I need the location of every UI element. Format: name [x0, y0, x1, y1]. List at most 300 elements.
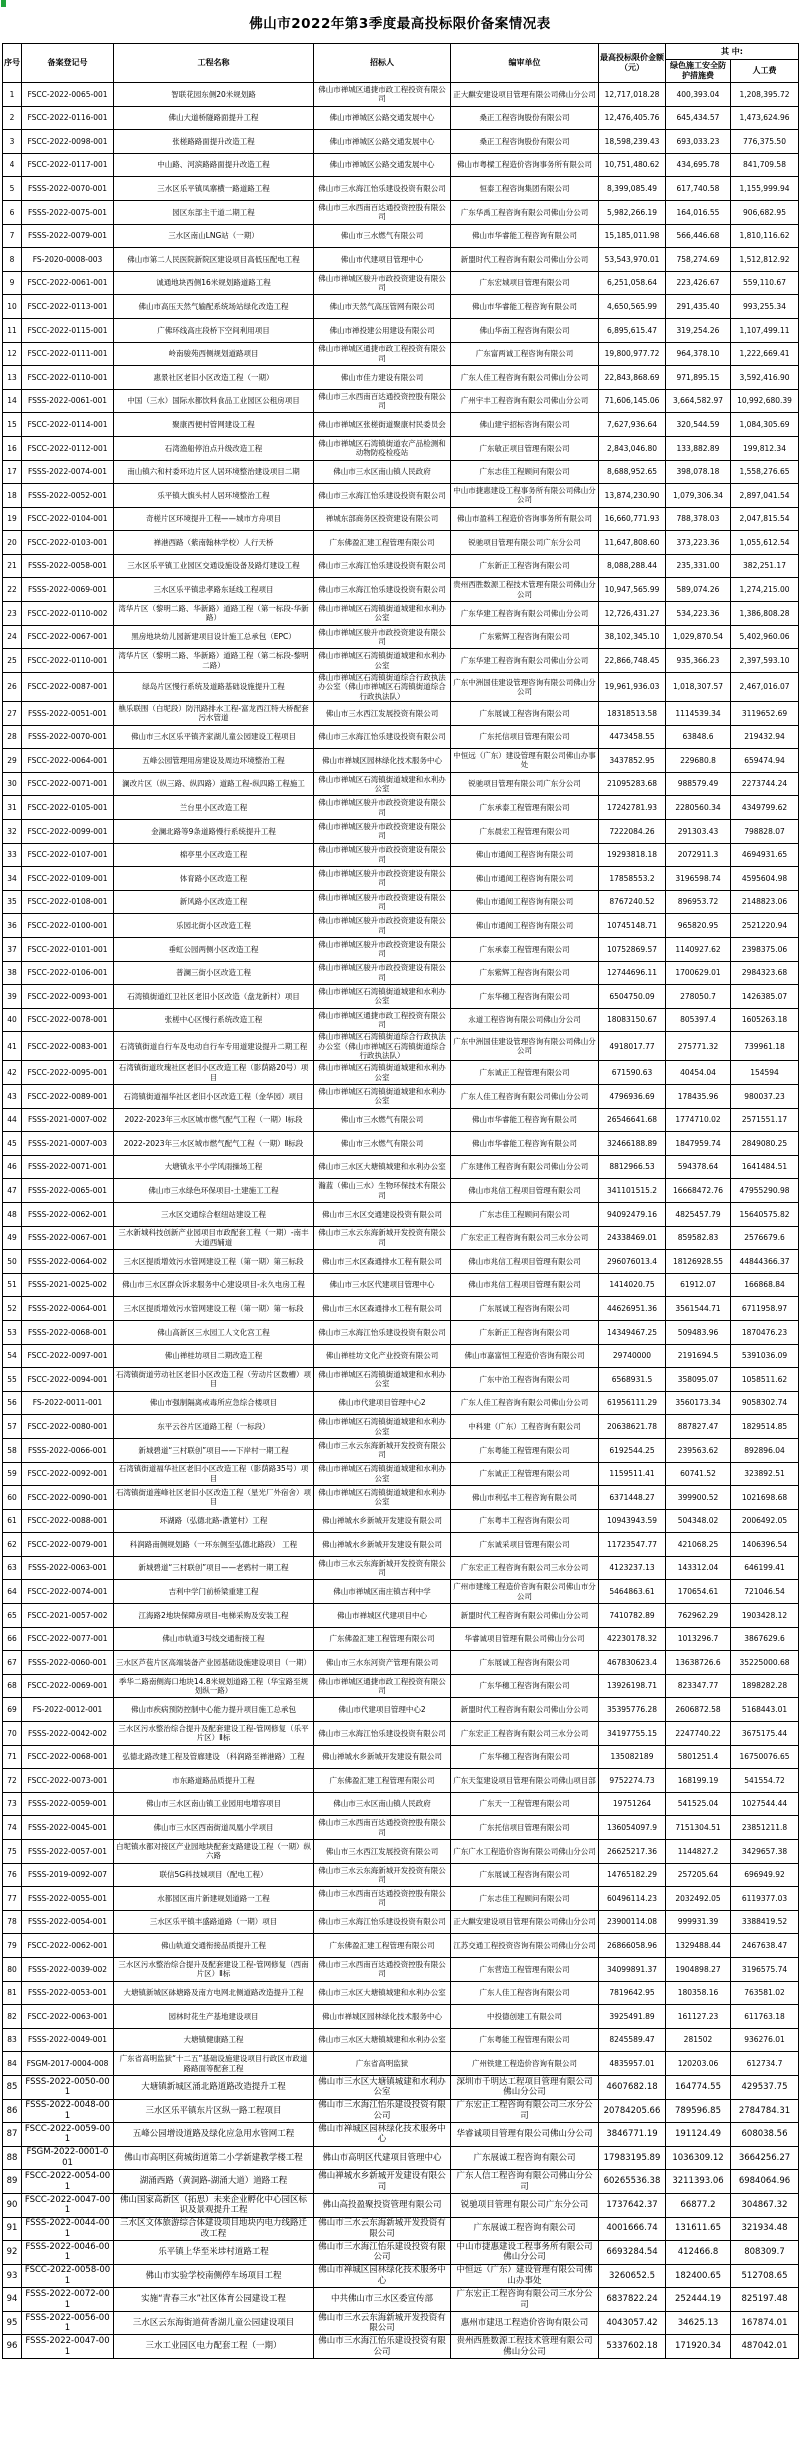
reviewer-cell: 广东诚正工程管理有限公司	[451, 1061, 599, 1085]
tenderer-cell: 佛山市禅城区骏升市政投资建设有限公司	[314, 271, 451, 295]
reviewer-cell: 广东紫辉工程咨询有限公司	[451, 625, 599, 649]
labor-fee-cell: 2521220.94	[731, 914, 799, 938]
max-price-cell: 17983195.89	[599, 2146, 666, 2170]
labor-fee-cell: 1,107,499.11	[731, 318, 799, 342]
reviewer-cell: 永道工程咨询有限公司佛山分公司	[451, 1008, 599, 1032]
table-row	[3, 772, 799, 796]
labor-fee-cell: 15640575.82	[731, 1202, 799, 1226]
max-price-cell: 11,647,808.60	[599, 531, 666, 555]
reg-no-cell: FSSS-2022-0059-001	[22, 1792, 114, 1816]
project-name-cell: 中国（三水）国际水都饮料食品工业园区公租房项目	[114, 389, 314, 413]
labor-fee-cell: 304867.32	[731, 2193, 799, 2217]
project-name-cell: 三水区芦苞片区高端装备产业园基础设施建设项目（一期）	[114, 1651, 314, 1675]
project-name-cell: 新风路小区改造工程	[114, 890, 314, 914]
reviewer-cell: 广东人佳工程咨询有限公司佛山分公司	[451, 1391, 599, 1415]
project-name-cell: 佛山市三水区群众诉求服务中心建设项目-永久电房工程	[114, 1273, 314, 1297]
table-row	[3, 1368, 799, 1392]
reviewer-cell: 锐驰项目管理有限公司广东分公司	[451, 2193, 599, 2217]
labor-fee-cell: 6984064.96	[731, 2170, 799, 2194]
green-fee-cell: 788,378.03	[666, 507, 731, 531]
green-fee-cell: 223,426.67	[666, 271, 731, 295]
project-name-cell: 三水区交通综合枢纽站建设工程	[114, 1202, 314, 1226]
labor-fee-cell: 1,810,116.62	[731, 224, 799, 248]
green-fee-cell: 66877.2	[666, 2193, 731, 2217]
max-price-cell: 6192544.25	[599, 1438, 666, 1462]
green-fee-cell: 34625.13	[666, 2311, 731, 2335]
tenderer-cell: 佛山市禅城区骏升市政投资建设有限公司	[314, 890, 451, 914]
labor-fee-cell: 2784784.31	[731, 2099, 799, 2123]
tenderer-cell: 佛山市三水西江发展投资有限公司	[314, 1840, 451, 1864]
project-name-cell: 大塘镇永平小学风雨操场工程	[114, 1155, 314, 1179]
tenderer-cell: 禅城东部商务区投资建设有限公司	[314, 507, 451, 531]
labor-fee-cell: 608038.56	[731, 2123, 799, 2147]
table-row	[3, 1250, 799, 1274]
reviewer-cell: 中恒远（广东）建设管理有限公司佛山办事处	[451, 2264, 599, 2288]
table-row	[3, 1008, 799, 1032]
reviewer-cell: 桑正工程咨询股份有限公司	[451, 130, 599, 154]
green-fee-cell: 758,274.69	[666, 248, 731, 272]
max-price-cell: 6371448.27	[599, 1486, 666, 1510]
table-row	[3, 130, 799, 154]
seq-cell: 79	[3, 1934, 22, 1958]
table-row	[3, 1032, 799, 1061]
tenderer-cell: 佛山市禅城区骏升市政投资建设有限公司	[314, 625, 451, 649]
max-price-cell: 10943943.59	[599, 1509, 666, 1533]
tenderer-cell: 佛山市禅城区通捷市政工程投资有限公司	[314, 342, 451, 366]
reg-no-cell: FSCC-2022-0110-002	[22, 602, 114, 626]
max-price-cell: 12,476,405.76	[599, 106, 666, 130]
green-fee-cell: 120203.06	[666, 2052, 731, 2076]
seq-cell: 38	[3, 961, 22, 985]
seq-cell: 61	[3, 1509, 22, 1533]
seq-cell: 76	[3, 1863, 22, 1887]
max-price-cell: 94092479.16	[599, 1202, 666, 1226]
seq-cell: 82	[3, 2005, 22, 2029]
green-fee-cell: 143312.04	[666, 1556, 731, 1580]
reviewer-cell: 广州铁建工程造价咨询有限公司	[451, 2052, 599, 2076]
seq-cell: 63	[3, 1556, 22, 1580]
seq-cell: 71	[3, 1745, 22, 1769]
table-row	[3, 2241, 799, 2265]
project-name-cell: 乐平镇上华至米埗村道路工程	[114, 2241, 314, 2265]
max-price-cell: 14765182.29	[599, 1863, 666, 1887]
green-fee-cell: 291,435.40	[666, 295, 731, 319]
labor-fee-cell: 6119377.03	[731, 1887, 799, 1911]
green-fee-cell: 3560173.34	[666, 1391, 731, 1415]
project-name-cell: 五峰公园增设道路及绿化应急用水管网工程	[114, 2123, 314, 2147]
table-row	[3, 1651, 799, 1675]
seq-cell: 70	[3, 1722, 22, 1746]
reviewer-cell: 广东华穗工程咨询有限公司	[451, 1745, 599, 1769]
seq-cell: 39	[3, 985, 22, 1009]
labor-fee-cell: 3664256.27	[731, 2146, 799, 2170]
green-fee-cell: 999931.39	[666, 1910, 731, 1934]
reg-no-cell: FSCC-2022-0109-001	[22, 867, 114, 891]
reg-no-cell: FSSS-2022-0045-001	[22, 1816, 114, 1840]
reg-no-cell: FSSS-2022-0072-001	[22, 2288, 114, 2312]
reviewer-cell: 深圳市千明达工程项目管理有限公司佛山分公司	[451, 2075, 599, 2099]
table-row	[3, 1415, 799, 1439]
project-name-cell: 诚通地块西侧16米规划路道路工程	[114, 271, 314, 295]
seq-cell: 93	[3, 2264, 22, 2288]
tenderer-cell: 佛山市三水海江怡乐建设投资有限公司	[314, 2335, 451, 2359]
seq-cell: 51	[3, 1273, 22, 1297]
labor-fee-cell: 3867629.6	[731, 1627, 799, 1651]
tenderer-cell: 佛山市三水燃气有限公司	[314, 224, 451, 248]
table-row	[3, 436, 799, 460]
max-price-cell: 26625217.36	[599, 1840, 666, 1864]
labor-fee-cell: 323892.51	[731, 1462, 799, 1486]
labor-fee-cell: 2,467,016.07	[731, 672, 799, 701]
seq-cell: 65	[3, 1604, 22, 1628]
reg-no-cell: FSCC-2022-0111-001	[22, 342, 114, 366]
max-price-cell: 22,843,868.69	[599, 366, 666, 390]
reg-no-cell: FSSS-2022-0044-001	[22, 2217, 114, 2241]
project-name-cell: 佛山市高压天然气输配系统场站绿化改造工程	[114, 295, 314, 319]
max-price-cell: 42230178.32	[599, 1627, 666, 1651]
max-price-cell: 7410782.89	[599, 1604, 666, 1628]
tenderer-cell: 瀚蓝（佛山三水）生物环保技术有限公司	[314, 1179, 451, 1203]
tenderer-cell: 佛山市禅城区骏升市政投资建设有限公司	[314, 843, 451, 867]
reg-no-cell: FSSS-2022-0046-001	[22, 2241, 114, 2265]
seq-cell: 52	[3, 1297, 22, 1321]
reviewer-cell: 佛山市华睿能工程咨询有限公司	[451, 1132, 599, 1156]
table-row	[3, 1604, 799, 1628]
max-price-cell: 13,874,230.90	[599, 484, 666, 508]
table-row	[3, 1981, 799, 2005]
project-name-cell: 佛山市三水区西南街道凤凰小学项目	[114, 1816, 314, 1840]
max-price-cell: 9752274.73	[599, 1769, 666, 1793]
green-fee-cell: 320,544.59	[666, 413, 731, 437]
table-row	[3, 153, 799, 177]
seq-cell: 31	[3, 796, 22, 820]
reviewer-cell: 广东展诚工程咨询有限公司	[451, 1651, 599, 1675]
max-price-cell: 4607682.18	[599, 2075, 666, 2099]
labor-fee-cell: 321934.48	[731, 2217, 799, 2241]
reviewer-cell: 广东托信项目管理有限公司	[451, 725, 599, 749]
project-name-cell: 三水区乐平镇丰盛路道路（一期）项目	[114, 1910, 314, 1934]
tenderer-cell: 佛山市三水燃气有限公司	[314, 1132, 451, 1156]
green-fee-cell: 2032492.05	[666, 1887, 731, 1911]
tenderer-cell: 佛山市三水西南百达通投资控股有限公司	[314, 1957, 451, 1981]
labor-fee-cell: 1,222,669.41	[731, 342, 799, 366]
seq-cell: 84	[3, 2052, 22, 2076]
table-row	[3, 1957, 799, 1981]
table-row	[3, 83, 799, 107]
header-seq: 序号	[3, 44, 22, 83]
labor-fee-cell: 2273744.24	[731, 772, 799, 796]
seq-cell: 28	[3, 725, 22, 749]
reviewer-cell: 佛山建宇招标咨询有限公司	[451, 413, 599, 437]
table-row	[3, 2099, 799, 2123]
project-name-cell: 实施“青春三水”社区体育公园建设工程	[114, 2288, 314, 2312]
seq-cell: 60	[3, 1486, 22, 1510]
project-name-cell: 石湾镇街道劳动社区老旧小区改造工程（劳动片区数槽）项目	[114, 1368, 314, 1392]
table-row	[3, 318, 799, 342]
reviewer-cell: 广东宏正工程咨询有限公司三水分公司	[451, 2288, 599, 2312]
labor-fee-cell: 47955290.98	[731, 1179, 799, 1203]
reviewer-cell: 广东宏正工程咨询有限公司三水分公司	[451, 2099, 599, 2123]
reviewer-cell: 新盟时代工程咨询有限公司佛山分公司	[451, 248, 599, 272]
reviewer-cell: 恒泰工程咨询集团有限公司	[451, 177, 599, 201]
max-price-cell: 19,961,936.03	[599, 672, 666, 701]
reg-no-cell: FSSS-2022-0065-001	[22, 1179, 114, 1203]
reviewer-cell: 佛山市华睿能工程咨询有限公司	[451, 224, 599, 248]
reviewer-cell: 广东粤能工程管理有限公司	[451, 2028, 599, 2052]
reviewer-cell: 中恒远（广东）建设管理有限公司佛山办事处	[451, 749, 599, 773]
seq-cell: 47	[3, 1179, 22, 1203]
header-tenderer: 招标人	[314, 44, 451, 83]
project-name-cell: 广东省高明监狱“十二五”基础设施建设项目行政区市政道路路面等配套工程	[114, 2052, 314, 2076]
green-fee-cell: 235,331.00	[666, 554, 731, 578]
filing-table-header	[3, 44, 799, 83]
labor-fee-cell: 6711958.97	[731, 1297, 799, 1321]
table-row	[3, 796, 799, 820]
table-row	[3, 1061, 799, 1085]
table-row	[3, 1580, 799, 1604]
green-fee-cell: 1114539.34	[666, 701, 731, 725]
seq-cell: 13	[3, 366, 22, 390]
table-row	[3, 1533, 799, 1557]
reg-no-cell: FSSS-2022-0057-001	[22, 1840, 114, 1864]
labor-fee-cell: 2576679.6	[731, 1226, 799, 1250]
table-row	[3, 1273, 799, 1297]
table-row	[3, 1486, 799, 1510]
tenderer-cell: 佛山市禅城区骏升市政投资建设有限公司	[314, 914, 451, 938]
max-price-cell: 6568931.5	[599, 1368, 666, 1392]
reg-no-cell: FSSS-2022-0071-001	[22, 1155, 114, 1179]
max-price-cell: 10745148.71	[599, 914, 666, 938]
seq-cell: 45	[3, 1132, 22, 1156]
max-price-cell: 136054097.9	[599, 1816, 666, 1840]
project-name-cell: 三水区乐平镇忠孝路东延线工程项目	[114, 578, 314, 602]
seq-cell: 18	[3, 484, 22, 508]
tenderer-cell: 佛山市三水区大塘镇城建和水利办公室	[314, 2075, 451, 2099]
tenderer-cell: 佛山市禅城区园林绿化技术服务中心	[314, 2123, 451, 2147]
table-row	[3, 961, 799, 985]
labor-fee-cell: 382,251.17	[731, 554, 799, 578]
labor-fee-cell: 1641484.51	[731, 1155, 799, 1179]
green-fee-cell: 40454.04	[666, 1061, 731, 1085]
green-fee-cell: 3561544.71	[666, 1297, 731, 1321]
green-fee-cell: 171920.34	[666, 2335, 731, 2359]
project-name-cell: 中山路、河滨路路面提升改造工程	[114, 153, 314, 177]
labor-fee-cell: 1021698.68	[731, 1486, 799, 1510]
max-price-cell: 1737642.37	[599, 2193, 666, 2217]
max-price-cell: 12,717,018.28	[599, 83, 666, 107]
labor-fee-cell: 199,812.34	[731, 436, 799, 460]
seq-cell: 83	[3, 2028, 22, 2052]
max-price-cell: 4835957.01	[599, 2052, 666, 2076]
reg-no-cell: FSSS-2022-0079-001	[22, 224, 114, 248]
project-name-cell: 佛山国家高新区（拓思）未来企业孵化中心园区标识及景观提升工程	[114, 2193, 314, 2217]
max-price-cell: 26866058.96	[599, 1934, 666, 1958]
max-price-cell: 1159511.41	[599, 1462, 666, 1486]
seq-cell: 24	[3, 625, 22, 649]
table-row	[3, 1320, 799, 1344]
tenderer-cell: 佛山市三水云东海新城开发投资有限公司	[314, 1226, 451, 1250]
table-row	[3, 106, 799, 130]
tenderer-cell: 佛山市代建项目管理中心2	[314, 1391, 451, 1415]
tenderer-cell: 佛山市三水海江怡乐建设投资有限公司	[314, 2241, 451, 2265]
tenderer-cell: 佛山市禅城区骏升市政投资建设有限公司	[314, 867, 451, 891]
seq-cell: 20	[3, 531, 22, 555]
reg-no-cell: FSSS-2022-0062-001	[22, 1202, 114, 1226]
max-price-cell: 5464863.61	[599, 1580, 666, 1604]
max-price-cell: 3846771.19	[599, 2123, 666, 2147]
labor-fee-cell: 612734.7	[731, 2052, 799, 2076]
project-name-cell: 佛山大道桥隧路面提升工程	[114, 106, 314, 130]
max-price-cell: 4796936.69	[599, 1085, 666, 1109]
tenderer-cell: 佛山市三水云东海新城开发投资有限公司	[314, 1438, 451, 1462]
green-fee-cell: 896953.72	[666, 890, 731, 914]
project-name-cell: 垂虹公园两侧小区改造工程	[114, 937, 314, 961]
project-name-cell: 佛山禅桂坊项目二期改造工程	[114, 1344, 314, 1368]
reg-no-cell: FSSS-2022-0050-001	[22, 2075, 114, 2099]
tenderer-cell: 佛山市三水区大塘镇城建和水利办公室	[314, 1981, 451, 2005]
reviewer-cell: 广东诚采项目管理有限公司	[451, 1533, 599, 1557]
header-among: 其 中:	[666, 44, 799, 60]
green-fee-cell: 16668472.76	[666, 1179, 731, 1203]
project-name-cell: 普澜三街小区改造工程	[114, 961, 314, 985]
labor-fee-cell: 35225000.68	[731, 1651, 799, 1675]
reviewer-cell: 广东天一工程管理有限公司	[451, 1792, 599, 1816]
max-price-cell: 8812966.53	[599, 1155, 666, 1179]
reg-no-cell: FSSS-2022-0047-001	[22, 2335, 114, 2359]
tenderer-cell: 佛山市佳力建设有限公司	[314, 366, 451, 390]
tenderer-cell: 佛山市禅城区石湾镇街道城建和水利办公室	[314, 1486, 451, 1510]
green-fee-cell: 252444.19	[666, 2288, 731, 2312]
seq-cell: 75	[3, 1840, 22, 1864]
seq-cell: 50	[3, 1250, 22, 1274]
green-fee-cell: 566,446.68	[666, 224, 731, 248]
labor-fee-cell: 487042.01	[731, 2335, 799, 2359]
labor-fee-cell: 1870476.23	[731, 1320, 799, 1344]
reg-no-cell: FSSS-2022-0052-001	[22, 484, 114, 508]
reg-no-cell: FSCC-2022-0092-001	[22, 1462, 114, 1486]
labor-fee-cell: 1,558,276.65	[731, 460, 799, 484]
green-fee-cell: 412466.8	[666, 2241, 731, 2265]
reviewer-cell: 正大麒安建设项目管理有限公司佛山分公司	[451, 1910, 599, 1934]
filing-table-body	[3, 83, 799, 2359]
max-price-cell: 17858553.2	[599, 867, 666, 891]
table-row	[3, 1509, 799, 1533]
reg-no-cell: FSCC-2022-0047-001	[22, 2193, 114, 2217]
seq-cell: 68	[3, 1674, 22, 1698]
project-name-cell: 智联花园东侧20米规划路	[114, 83, 314, 107]
reviewer-cell: 广东中洲国佳建设管理咨询有限公司佛山分公司	[451, 672, 599, 701]
project-name-cell: 三水区污水整治综合提升及配套建设工程-管网修复（西南片区）Ⅱ标	[114, 1957, 314, 1981]
table-row	[3, 819, 799, 843]
reg-no-cell: FSCC-2022-0073-001	[22, 1769, 114, 1793]
green-fee-cell: 789596.85	[666, 2099, 731, 2123]
labor-fee-cell: 739961.18	[731, 1032, 799, 1061]
tenderer-cell: 佛山市禅城区石湾镇街道城建和水利办公室	[314, 1462, 451, 1486]
max-price-cell: 6,895,615.47	[599, 318, 666, 342]
project-name-cell: 三水区乐平镇东片区纵一路工程项目	[114, 2099, 314, 2123]
green-fee-cell: 7151304.51	[666, 1816, 731, 1840]
table-row	[3, 1438, 799, 1462]
table-row	[3, 2311, 799, 2335]
project-name-cell: 三水区云东海街道荷香湖儿童公园建设项目	[114, 2311, 314, 2335]
project-name-cell: 东平云谷片区道路工程（一标段）	[114, 1415, 314, 1439]
reg-no-cell: FSCC-2022-0105-001	[22, 796, 114, 820]
reg-no-cell: FSSS-2022-0053-001	[22, 1981, 114, 2005]
max-price-cell: 32466188.89	[599, 1132, 666, 1156]
seq-cell: 43	[3, 1085, 22, 1109]
labor-fee-cell: 808309.7	[731, 2241, 799, 2265]
tenderer-cell: 佛山市三水西南百达通投资控股有限公司	[314, 1816, 451, 1840]
max-price-cell: 34099891.37	[599, 1957, 666, 1981]
project-name-cell: 佛山市第二人民医院新院区建设项目高低压配电工程	[114, 248, 314, 272]
project-name-cell: 黑房地块幼儿园新建项目设计施工总承包（EPC）	[114, 625, 314, 649]
project-name-cell: 三水区污水整治综合提升及配套建设工程-管网修复（乐平片区）Ⅱ标	[114, 1722, 314, 1746]
project-name-cell: 聚康西便村管网建设工程	[114, 413, 314, 437]
green-fee-cell: 887827.47	[666, 1415, 731, 1439]
tenderer-cell: 佛山高投盈聚投资管理有限公司	[314, 2193, 451, 2217]
reviewer-cell: 贵州西胜数源工程技术管理有限公司佛山分公司	[451, 578, 599, 602]
tenderer-cell: 佛山市三水区南山镇人民政府	[314, 460, 451, 484]
labor-fee-cell: 2571551.17	[731, 1108, 799, 1132]
labor-fee-cell: 10,992,680.39	[731, 389, 799, 413]
project-name-cell: 水都园区南片新建规划道路一工程	[114, 1887, 314, 1911]
seq-cell: 21	[3, 554, 22, 578]
green-fee-cell: 281502	[666, 2028, 731, 2052]
project-name-cell: 佛山市高明区荷城街道第二小学新建教学楼工程	[114, 2146, 314, 2170]
max-price-cell: 18083150.67	[599, 1008, 666, 1032]
tenderer-cell: 佛山市三水东河资产管理有限公司	[314, 1651, 451, 1675]
table-row	[3, 1556, 799, 1580]
reviewer-cell: 广东人信工程咨询有限公司佛山分公司	[451, 2170, 599, 2194]
reg-no-cell: FSCC-2022-0112-001	[22, 436, 114, 460]
project-name-cell: 市东路道路品质提升工程	[114, 1769, 314, 1793]
max-price-cell: 19,800,977.72	[599, 342, 666, 366]
max-price-cell: 16,660,771.93	[599, 507, 666, 531]
tenderer-cell: 佛山市禅城区骏升市政投资建设有限公司	[314, 961, 451, 985]
seq-cell: 17	[3, 460, 22, 484]
table-row	[3, 937, 799, 961]
reviewer-cell: 广东营造工程管理有限公司	[451, 1957, 599, 1981]
labor-fee-cell: 3675175.44	[731, 1722, 799, 1746]
reviewer-cell: 广州宇丰工程咨询有限公司佛山分公司	[451, 389, 599, 413]
project-name-cell: 联信5G科技城项目（配电工程）	[114, 1863, 314, 1887]
reg-no-cell: FSCC-2022-0088-001	[22, 1509, 114, 1533]
seq-cell: 32	[3, 819, 22, 843]
project-name-cell: 三水区文体旅游综合体建设项目地块内电力线路迁改工程	[114, 2217, 314, 2241]
table-row	[3, 2123, 799, 2147]
table-row	[3, 2146, 799, 2170]
max-price-cell: 60265536.38	[599, 2170, 666, 2194]
table-row	[3, 366, 799, 390]
reviewer-cell: 佛山市通阅工程咨询有限公司	[451, 890, 599, 914]
max-price-cell: 8,688,952.65	[599, 460, 666, 484]
tenderer-cell: 广东佛盈汇建工程管理有限公司	[314, 531, 451, 555]
max-price-cell: 11723547.77	[599, 1533, 666, 1557]
table-row	[3, 602, 799, 626]
max-price-cell: 8,088,288.44	[599, 554, 666, 578]
table-row	[3, 890, 799, 914]
reg-no-cell: FSCC-2022-0117-001	[22, 153, 114, 177]
reg-no-cell: FSSS-2022-0060-001	[22, 1651, 114, 1675]
green-fee-cell: 859582.83	[666, 1226, 731, 1250]
reg-no-cell: FS-2022-0012-001	[22, 1698, 114, 1722]
tenderer-cell: 佛山市三水海江怡乐建设投资有限公司	[314, 1320, 451, 1344]
max-price-cell: 4918017.77	[599, 1032, 666, 1061]
labor-fee-cell: 219432.94	[731, 725, 799, 749]
project-name-cell: 澜改片区（纵三路、纵四路）道路工程-纵四路工程施工	[114, 772, 314, 796]
reg-no-cell: FSCC-2022-0087-001	[22, 672, 114, 701]
tenderer-cell: 佛山市禅城区园林绿化技术服务中心	[314, 2264, 451, 2288]
